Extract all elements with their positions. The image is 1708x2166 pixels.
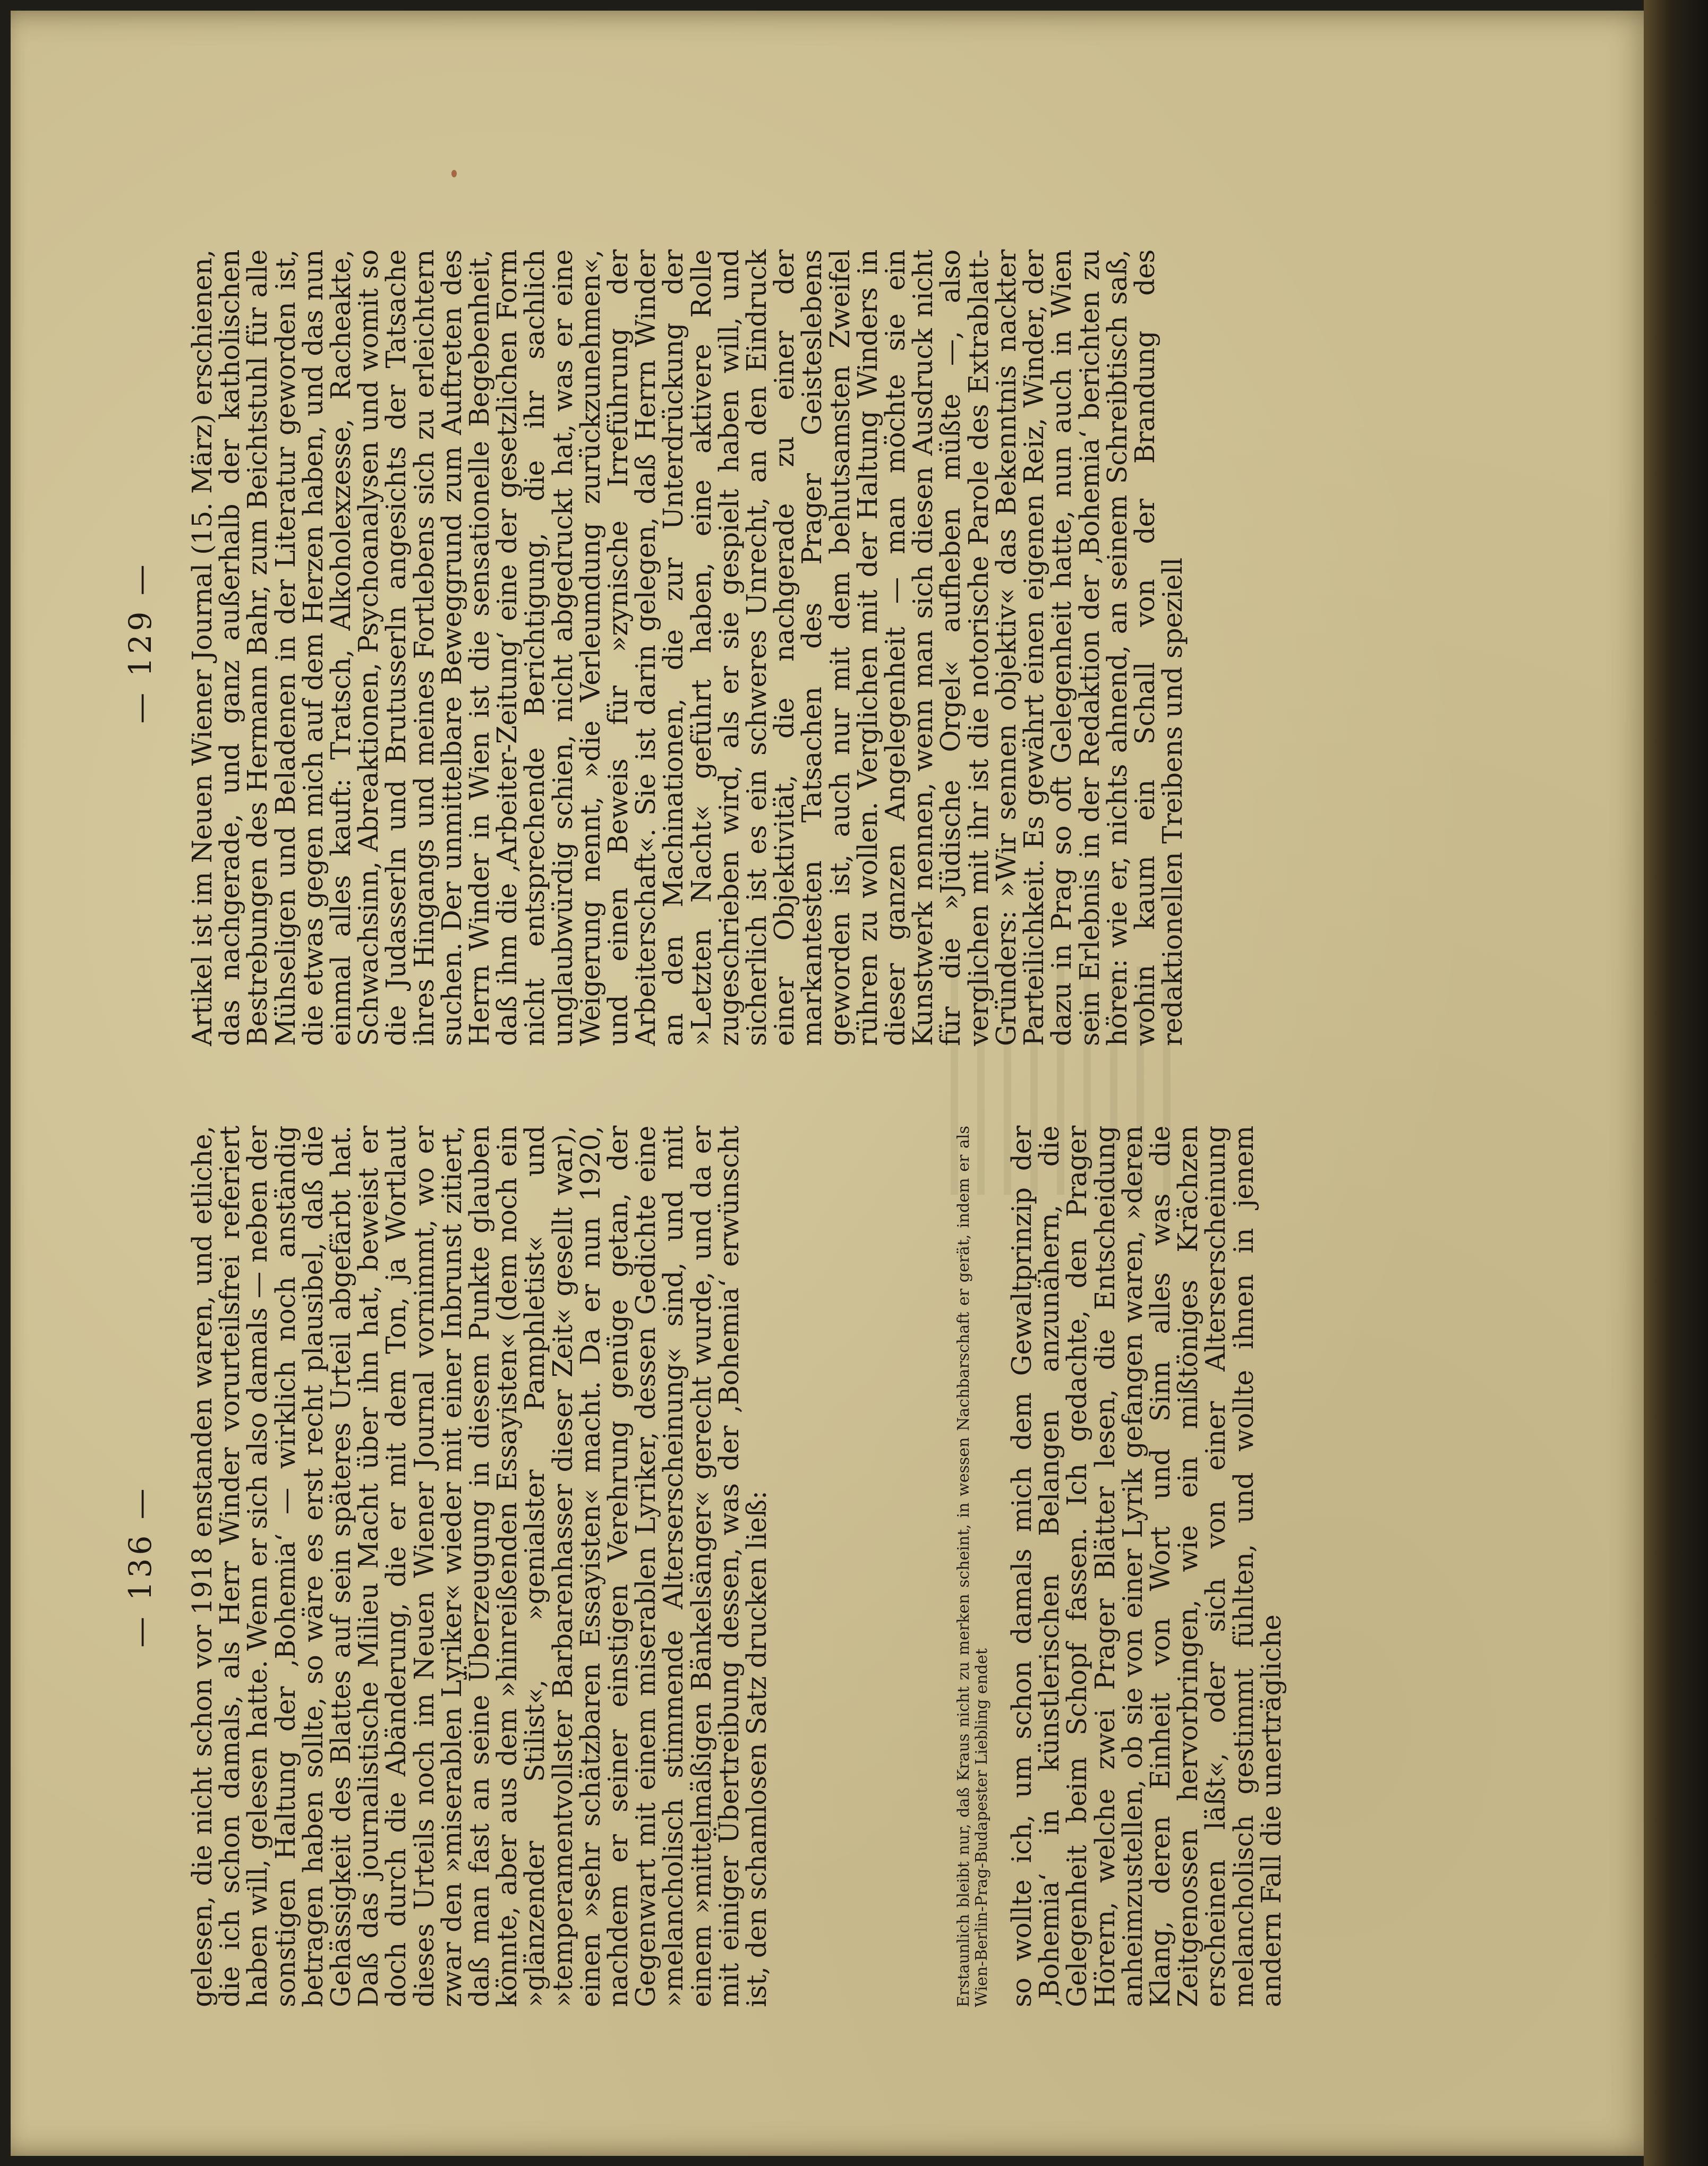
left-page-footnote: Erstaunlich bleibt nur, daß Kraus nicht zu merken scheint, in wessen Nachbarschaft er gerät, indem er als Wien-Berlin-Prag-Budapester Liebling endet (954, 1126, 991, 2007)
left-page-upper-paragraph: gelesen, die nicht schon vor 1918 enstanden waren, und etliche, die ich schon damals, als Herr Winder vorurteilsfrei referiert haben will, gelesen hatte. Wenn er sich also damals — neben der sonstigen Haltung der ‚Bohemia‘ — wirklich noch anständig betragen haben sollte, so wäre es erst recht plausibel, daß die Gehässigkeit des Blattes auf sein späteres Urteil abgefärbt hat. Daß das journalistische Milieu Macht über ihn hat, beweist er doch durch die Abänderung, die er mit dem Ton, ja Wortlaut dieses Urteils noch im Neuen Wiener Journal vornimmt, wo er zwar den »miserablen Lyriker« wieder mit einer Inbrunst zitiert, daß man fast an seine Überzeugung in diesem Punkte glauben könnte, aber aus dem »hinreißenden Essayisten« (dem noch ein »glänzender Stilist«, »genialster Pamphletist« und »temperamentvollster Barbarenhasser dieser Zeit« gesellt war), einen »sehr schätzbaren Essayisten« macht. Da er nun 1920, nachdem er seiner einstigen Verehrung genüge getan, der Gegenwart mit einem miserablen Lyriker, dessen Gedichte eine »melancholisch stimmende Alterserscheinung« sind, und mit einem »mittelmäßigen Bänkelsänger« gerecht wurde, und da er mit einiger Übertreibung dessen, was der ‚Bohemia‘ erwünscht ist, den schamlosen Satz drucken ließ: (186, 1126, 773, 2007)
left-page-lower-paragraph: so wollte ich, um schon damals mich dem Gewaltprinzip der ‚Bohemia‘ in künstlerischen Belangen anzunähern, die Gelegenheit beim Schopf fassen. Ich gedachte, den Prager Hörern, welche zwei Prager Blätter lesen, die Entscheidung anheimzustellen, ob sie von einer Lyrik gefangen waren, »deren Klang, deren Einheit von Wort und Sinn alles was die Zeitgenossen hervorbringen, wie ein mißtöniges Krächzen erscheinen läßt«, oder sich von einer Alterserscheinung melancholisch gestimmt fühlten, und wollte ihnen in jenem andern Fall die unerträgliche (1006, 1126, 1287, 2007)
ink-smudge (451, 170, 457, 177)
right-page-text (186, 250, 1189, 1046)
right-page-paragraph: Artikel ist im Neuen Wiener Journal (15. März) erschienen, das nachgerade, und ganz außerhalb der katholischen Bestrebungen des Hermann Bahr, zum Beichtstuhl für alle Mühseligen und Beladenen in der Literatur geworden ist, die etwas gegen mich auf dem Herzen haben, und das nun einmal alles kauft: Tratsch, Alkoholexzesse, Racheakte, Schwachsinn, Abreaktionen, Psychoanalysen und womit so die Judasserln und Brutusserln angesichts der Tatsache ihres Hingangs und meines Fortlebens sich zu erleichtern suchen. Der unmittelbare Beweggrund zum Auftreten des Herrn Winder in Wien ist die sensationelle Begebenheit, daß ihm die ‚Arbeiter-Zeitung‘ eine der gesetzlichen Form nicht entsprechende Berichtigung, die ihr sachlich unglaubwürdig schien, nicht abgedruckt hat, was er eine Weigerung nennt, »die Verleumdung zurückzunehmen«, und einen Beweis für »zynische Irreführung der Arbeiterschaft«. Sie ist darin gelegen, daß Herrn Winder an den Machinationen, die zur Unterdrückung der »Letzten Nacht« geführt haben, eine aktivere Rolle zugeschrieben wird, als er sie gespielt haben will, und sicherlich ist es ein schweres Unrecht, an den Eindruck einer Objektivität, die nachgerade zu einer der markantesten Tatsachen des Prager Geisteslebens geworden ist, auch nur mit dem behutsamsten Zweifel rühren zu wollen. Verglichen mit der Haltung Winders in dieser ganzen Angelegenheit — man möchte sie ein Kunstwerk nennen, wenn man sich diesen Ausdruck nicht für die »Jüdische Orgel« aufheben müßte —, also verglichen mit ihr ist die notorische Parole des Extrablatt-Gründers: »Wir sennen objektiv« das Bekenntnis nackter Parteilichkeit. Es gewährt einen eigenen Reiz, Winder, der dazu in Prag so oft Gelegenheit hatte, nun auch in Wien sein Erlebnis in der Redaktion der ‚Bohemia‘ berichten zu hören: wie er, nichts ahnend, an seinem Schreibtisch saß, wohin kaum ein Schall von der Brandung des redaktionellen Treibens und speziell (186, 250, 1189, 1046)
page-number-129: — 129 — (122, 561, 158, 724)
book-spine (1644, 0, 1708, 2166)
right-page (122, 234, 1583, 2007)
page-number-136: — 136 — (122, 1485, 158, 1648)
